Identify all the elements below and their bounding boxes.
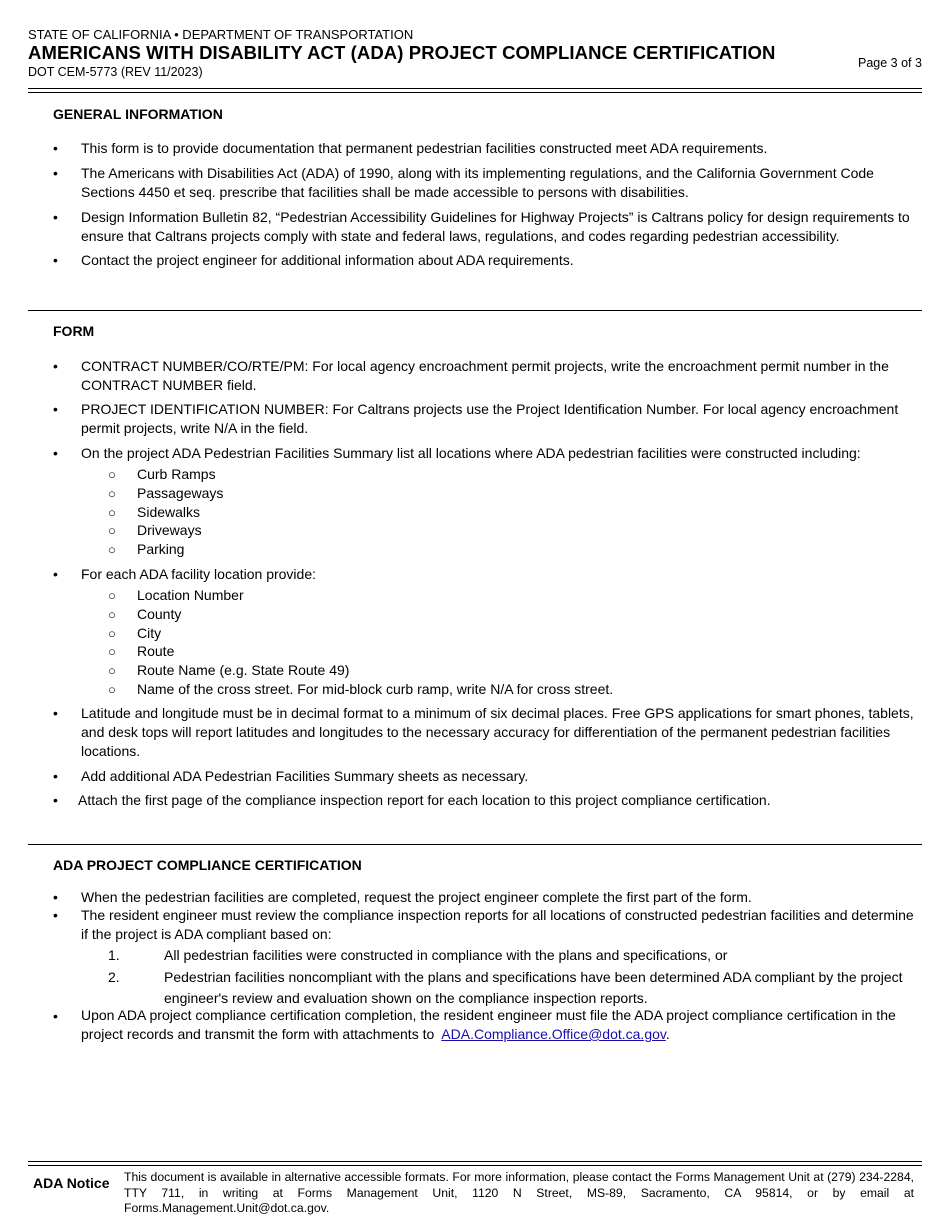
sub-bullet: ○ <box>108 505 116 520</box>
list-item: CONTRACT NUMBER/CO/RTE/PM: For local agency encroachment permit projects, write the encroachment permit number in the CONTRACT NUMBER field. <box>81 358 889 393</box>
list-item: This form is to provide documentation that permanent pedestrian facilities constructed meet ADA requirements. <box>81 140 768 156</box>
sub-bullet: ○ <box>108 542 116 557</box>
ada-notice-label: ADA Notice <box>33 1175 110 1191</box>
footer-divider-bottom <box>28 1165 922 1166</box>
list-item: Latitude and longitude must be in decimal format to a minimum of six decimal places. Free GPS applications for smart phones, tablets, and desk tops will report latitudes and longitudes to the necessary accuracy for differentiation of the permanent pedestrian facilities locations. <box>81 705 914 759</box>
page-number: Page 3 of 3 <box>858 56 922 70</box>
header-divider-top <box>28 88 922 89</box>
list-item-text: Upon ADA project compliance certification completion, the resident engineer must file the ADA project compliance certification in the project records and transmit the form with attachments to <box>81 1007 896 1042</box>
list-number: 1. <box>108 947 120 963</box>
list-item: PROJECT IDENTIFICATION NUMBER: For Caltrans projects use the Project Identification Number. For local agency encroachment permit projects, write N/A in the field. <box>81 401 899 436</box>
form-number: DOT CEM-5773 (REV 11/2023) <box>28 65 203 79</box>
sub-list-item: County <box>137 606 182 622</box>
section-divider <box>28 310 922 311</box>
bullet: • <box>53 566 58 582</box>
sub-list-item: Sidewalks <box>137 504 201 520</box>
bullet: • <box>53 209 58 225</box>
list-item: For each ADA facility location provide: <box>81 566 317 582</box>
bullet: • <box>53 1008 58 1024</box>
sub-bullet: ○ <box>108 523 116 538</box>
page-title: AMERICANS WITH DISABILITY ACT (ADA) PROJECT COMPLIANCE CERTIFICATION <box>28 42 776 63</box>
list-item <box>81 1006 911 1044</box>
ada-notice-text: This document is available in alternative accessible formats. For more information, please contact the Forms Management Unit at (279) 234-2284, TTY 711, in writing at Forms Management Unit, 1120 N Street, MS-89, Sacramento, CA 95814, or by email at Forms.Management.Unit@dot.ca.gov. <box>124 1170 914 1215</box>
section-heading-general: GENERAL INFORMATION <box>53 106 223 122</box>
email-link[interactable]: ADA.Compliance.Office@dot.ca.gov <box>441 1026 666 1042</box>
sub-list-item: Name of the cross street. For mid-block curb ramp, write N/A for cross street. <box>137 681 614 697</box>
sub-list-item: Parking <box>137 541 185 557</box>
list-item: On the project ADA Pedestrian Facilities Summary list all locations where ADA pedestrian facilities were constructed including: <box>81 445 861 461</box>
list-item: Contact the project engineer for additional information about ADA requirements. <box>81 252 574 268</box>
bullet: • <box>53 907 58 923</box>
header-divider-bottom <box>28 92 922 93</box>
bullet: • <box>53 889 58 905</box>
sub-bullet: ○ <box>108 644 116 659</box>
sub-list-item: Route <box>137 643 175 659</box>
bullet: • <box>53 140 58 156</box>
bullet: • <box>53 358 58 374</box>
agency-line: STATE OF CALIFORNIA • DEPARTMENT OF TRANSPORTATION <box>28 27 414 42</box>
sub-list-item: Route Name (e.g. State Route 49) <box>137 662 350 678</box>
bullet: • <box>53 165 58 181</box>
bullet: • <box>53 705 58 721</box>
numbered-item: Pedestrian facilities noncompliant with the plans and specifications have been determined ADA compliant by the project engineer's review and evaluation shown on the compliance inspection reports. <box>164 969 903 1006</box>
sub-list-item: Passageways <box>137 485 224 501</box>
list-number: 2. <box>108 969 120 985</box>
sub-bullet: ○ <box>108 467 116 482</box>
sub-list-item: Curb Ramps <box>137 466 216 482</box>
sub-bullet: ○ <box>108 682 116 697</box>
sub-bullet: ○ <box>108 588 116 603</box>
section-divider <box>28 844 922 845</box>
numbered-item: All pedestrian facilities were constructed in compliance with the plans and specifications, or <box>164 947 728 963</box>
sub-bullet: ○ <box>108 607 116 622</box>
sub-bullet: ○ <box>108 626 116 641</box>
sub-list-item: City <box>137 625 162 641</box>
list-item: Attach the first page of the compliance inspection report for each location to this project compliance certification. <box>78 792 771 808</box>
bullet: • <box>53 792 58 808</box>
list-item: When the pedestrian facilities are completed, request the project engineer complete the first part of the form. <box>81 889 752 905</box>
list-item: The resident engineer must review the compliance inspection reports for all locations of constructed pedestrian facilities and determine if the project is ADA compliant based on: <box>81 907 914 942</box>
sub-bullet: ○ <box>108 663 116 678</box>
section-heading-form: FORM <box>53 323 95 339</box>
list-item: Design Information Bulletin 82, “Pedestrian Accessibility Guidelines for Highway Projects” is Caltrans policy for design requirements to ensure that Caltrans projects comply with state and federal laws, regulations, and codes regarding pedestrian accessibility. <box>81 209 910 244</box>
list-item-end: . <box>665 1026 670 1042</box>
bullet: • <box>53 252 58 268</box>
bullet: • <box>53 401 58 417</box>
footer-divider-top <box>28 1161 922 1162</box>
section-heading-certification: ADA PROJECT COMPLIANCE CERTIFICATION <box>53 857 362 873</box>
list-item: Add additional ADA Pedestrian Facilities Summary sheets as necessary. <box>81 768 529 784</box>
bullet: • <box>53 768 58 784</box>
sub-bullet: ○ <box>108 486 116 501</box>
bullet: • <box>53 445 58 461</box>
list-item: The Americans with Disabilities Act (ADA) of 1990, along with its implementing regulations, and the California Government Code Sections 4450 et seq. prescribe that facilities shall be made accessible to persons with disabilities. <box>81 165 874 200</box>
sub-list-item: Driveways <box>137 522 202 538</box>
sub-list-item: Location Number <box>137 587 244 603</box>
